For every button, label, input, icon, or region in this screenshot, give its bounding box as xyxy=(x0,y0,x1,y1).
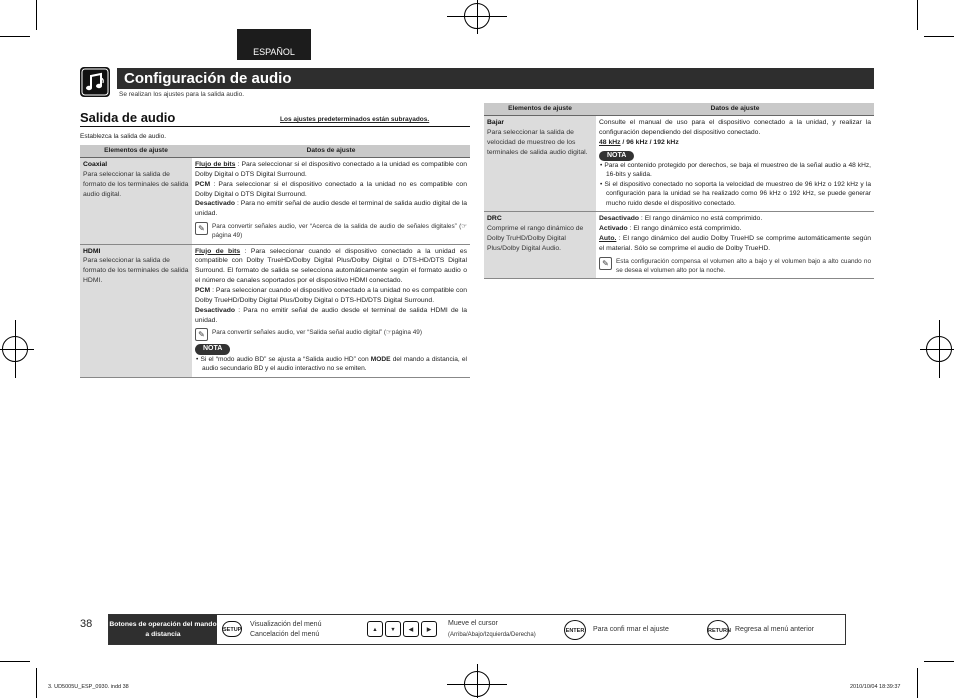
item-description: Comprime el rango dinámico de Dolby TruHD/Dolby Digital Plus/Dolby Digital Audio. xyxy=(487,225,584,252)
table-header-data: Datos de ajuste xyxy=(192,145,470,158)
data-cell xyxy=(596,116,874,212)
nota-bullet: • Si el “modo audio BD” se ajusta a “Salida audio HD” con MODE del mando a distancia, el audio secundario BD y el audio interactivo no se emiten. xyxy=(196,355,467,373)
pencil-icon: ✎ xyxy=(599,257,612,270)
audio-settings-table-right xyxy=(484,103,874,279)
registration-line xyxy=(0,349,34,350)
item-cell xyxy=(484,212,596,279)
nota-badge: NOTA xyxy=(599,151,634,161)
data-cell xyxy=(596,212,874,279)
table-header-item: Elementos de ajuste xyxy=(484,103,596,116)
defaults-note: Los ajustes predeterminados están subrayados. xyxy=(280,116,430,123)
crop-mark xyxy=(0,36,30,37)
crop-mark xyxy=(924,661,954,662)
section-divider xyxy=(80,126,470,127)
memo: ✎ Para convertir señales audio, ver “Acerca de la salida de audio de señales digitales” (☞página 49) xyxy=(195,222,467,241)
crop-mark xyxy=(36,668,37,698)
arrow-up-key-icon: ▲ xyxy=(367,621,383,637)
setup-key-icon: SETUP xyxy=(222,621,242,637)
cursor-keys-icon xyxy=(367,621,439,639)
audio-output-table xyxy=(80,145,470,378)
crop-mark xyxy=(917,0,918,30)
return-key-icon: RETURN xyxy=(707,620,729,640)
memo: ✎ Para convertir señales audio, ver “Salida señal audio digital” (☞página 49) xyxy=(195,328,467,341)
item-cell xyxy=(80,244,192,377)
mode-key: MODE xyxy=(370,355,391,363)
registration-line xyxy=(939,320,940,378)
crop-mark xyxy=(924,36,954,37)
option-off: Desactivado : Para no emitir señal de audio desde el terminal de salida audio digital de la unidad. xyxy=(195,200,467,218)
option-bitstream: Flujo de bits : Para seleccionar si el dispositivo conectado a la unidad es compatible con Dolby Digital o DTS Digital Surround. xyxy=(195,161,467,178)
arrow-down-key-icon: ▼ xyxy=(385,621,401,637)
crop-mark xyxy=(0,661,30,662)
item-description: Para seleccionar la salida de formato de los terminales de salida HDMI. xyxy=(83,257,189,285)
return-description: Regresa al menú anterior xyxy=(735,626,814,633)
page-title: Configuración de audio xyxy=(117,68,874,89)
music-note-icon xyxy=(80,67,110,97)
item-name: Bajar xyxy=(487,119,505,126)
nota-badge: NOTA xyxy=(195,344,230,354)
remote-buttons-bar xyxy=(108,614,846,645)
item-name: Coaxial xyxy=(83,161,108,168)
arrow-left-key-icon: ◀ xyxy=(403,621,419,637)
data-cell xyxy=(192,244,470,377)
table-row-coaxial xyxy=(80,158,470,245)
option-bitstream: Flujo de bits : Para seleccionar cuando el dispositivo conectado a la unidad es compatible con Dolby TrueHD/Dolby Digital Plus/Dolby Digital o DTS-HD/DTS Digital Surround. El formato de salida se selecciona automáticamente según el formato audio o el número de canales soportados por el dispositivo HDMI conectado. xyxy=(195,247,467,285)
item-name: DRC xyxy=(487,215,502,223)
table-row-downsample xyxy=(484,116,874,212)
table-header-item: Elementos de ajuste xyxy=(80,145,192,158)
option-off: Desactivado : Para no emitir señal de audio desde el terminal de salida HDMI de la unidad. xyxy=(195,306,467,324)
registration-line xyxy=(15,320,16,378)
registration-line xyxy=(477,664,478,698)
timestamp-slug: 2010/10/04 18:39:37 xyxy=(850,684,901,690)
registration-line xyxy=(477,0,478,34)
enter-key-icon: ENTER xyxy=(564,620,586,640)
nota-bullet: • Si el dispositivo conectado no soporta la velocidad de muestreo de 96 kHz o 192 kHz y la configuración para la unidad se ha realizado como 96 kHz o 192 kHz, se puede generar mucho ruido desde el dispositivo conectado. xyxy=(600,180,872,207)
page-number: 38 xyxy=(80,618,93,630)
item-cell xyxy=(484,116,596,212)
item-description: Para seleccionar la salida de formato de los terminales de salida audio digital. xyxy=(83,170,189,198)
setup-description: Visualización del menú Cancelación del menú xyxy=(250,621,322,638)
table-row-drc xyxy=(484,212,874,279)
option-auto: Auto. : El rango dinámico del audio Dolby TrueHD se comprime automáticamente según el material. Sólo se comprime el audio de Dolby TrueHD. xyxy=(599,235,871,252)
item-description: Para seleccionar la salida de velocidad de muestreo de los terminales de salida audio digital. xyxy=(487,128,588,156)
option-text: Consulte el manual de uso para el dispositivo conectado a la unidad, y realizar la configuración dependiendo del dispositivo conectado. xyxy=(599,119,871,136)
item-name: HDMI xyxy=(83,247,101,255)
remote-buttons-label: Botones de operación del mando a distancia xyxy=(109,615,217,644)
file-slug: 3. UD5005U_ESP_0930. indd 38 xyxy=(48,684,129,690)
pencil-icon: ✎ xyxy=(195,222,208,235)
table-header-data: Datos de ajuste xyxy=(596,103,874,116)
table-row-hdmi xyxy=(80,244,470,377)
pencil-icon: ✎ xyxy=(195,328,208,341)
section-intro: Establezca la salida de audio. xyxy=(80,133,167,140)
item-cell xyxy=(80,158,192,245)
cursor-sub-description: (Arriba/Abajo/Izquierda/Derecha) xyxy=(448,632,536,638)
option-pcm: PCM : Para seleccionar cuando el dispositivo conectado a la unidad no es compatible con Dolby TrueHD/Dolby Digital Plus/Dolby Digital o DTS-HD/DTS Digital Surround. xyxy=(195,287,467,304)
crop-mark xyxy=(917,668,918,698)
registration-line xyxy=(920,349,954,350)
enter-description: Para confi rmar el ajuste xyxy=(593,626,669,633)
option-on: Activado : El rango dinámico está comprimido. xyxy=(599,225,742,233)
crop-mark xyxy=(36,0,37,30)
section-title: Salida de audio xyxy=(80,110,176,125)
language-tab: ESPAÑOL xyxy=(237,29,311,60)
option-values: 48 kHz / 96 kHz / 192 kHz xyxy=(599,138,679,146)
memo: ✎ Esta configuración compensa el volumen alto a bajo y el volumen bajo a alto cuando no se desea el volumen alto por la noche. xyxy=(599,257,871,276)
option-off: Desactivado : El rango dinámico no está comprimido. xyxy=(599,215,763,223)
data-cell xyxy=(192,158,470,245)
option-pcm: PCM : Para seleccionar si el dispositivo conectado a la unidad no es compatible con Dolby Digital o DTS Digital Surround. xyxy=(195,180,467,198)
arrow-right-key-icon: ▶ xyxy=(421,621,437,637)
cursor-description: Mueve el cursor xyxy=(448,620,498,627)
page-subtitle: Se realizan los ajustes para la salida audio. xyxy=(119,91,245,98)
nota-bullet: • Para el contenido protegido por derechos, se baja el muestreo de la señal audio a 48 kHz, 16-bits y salida. xyxy=(600,161,871,179)
